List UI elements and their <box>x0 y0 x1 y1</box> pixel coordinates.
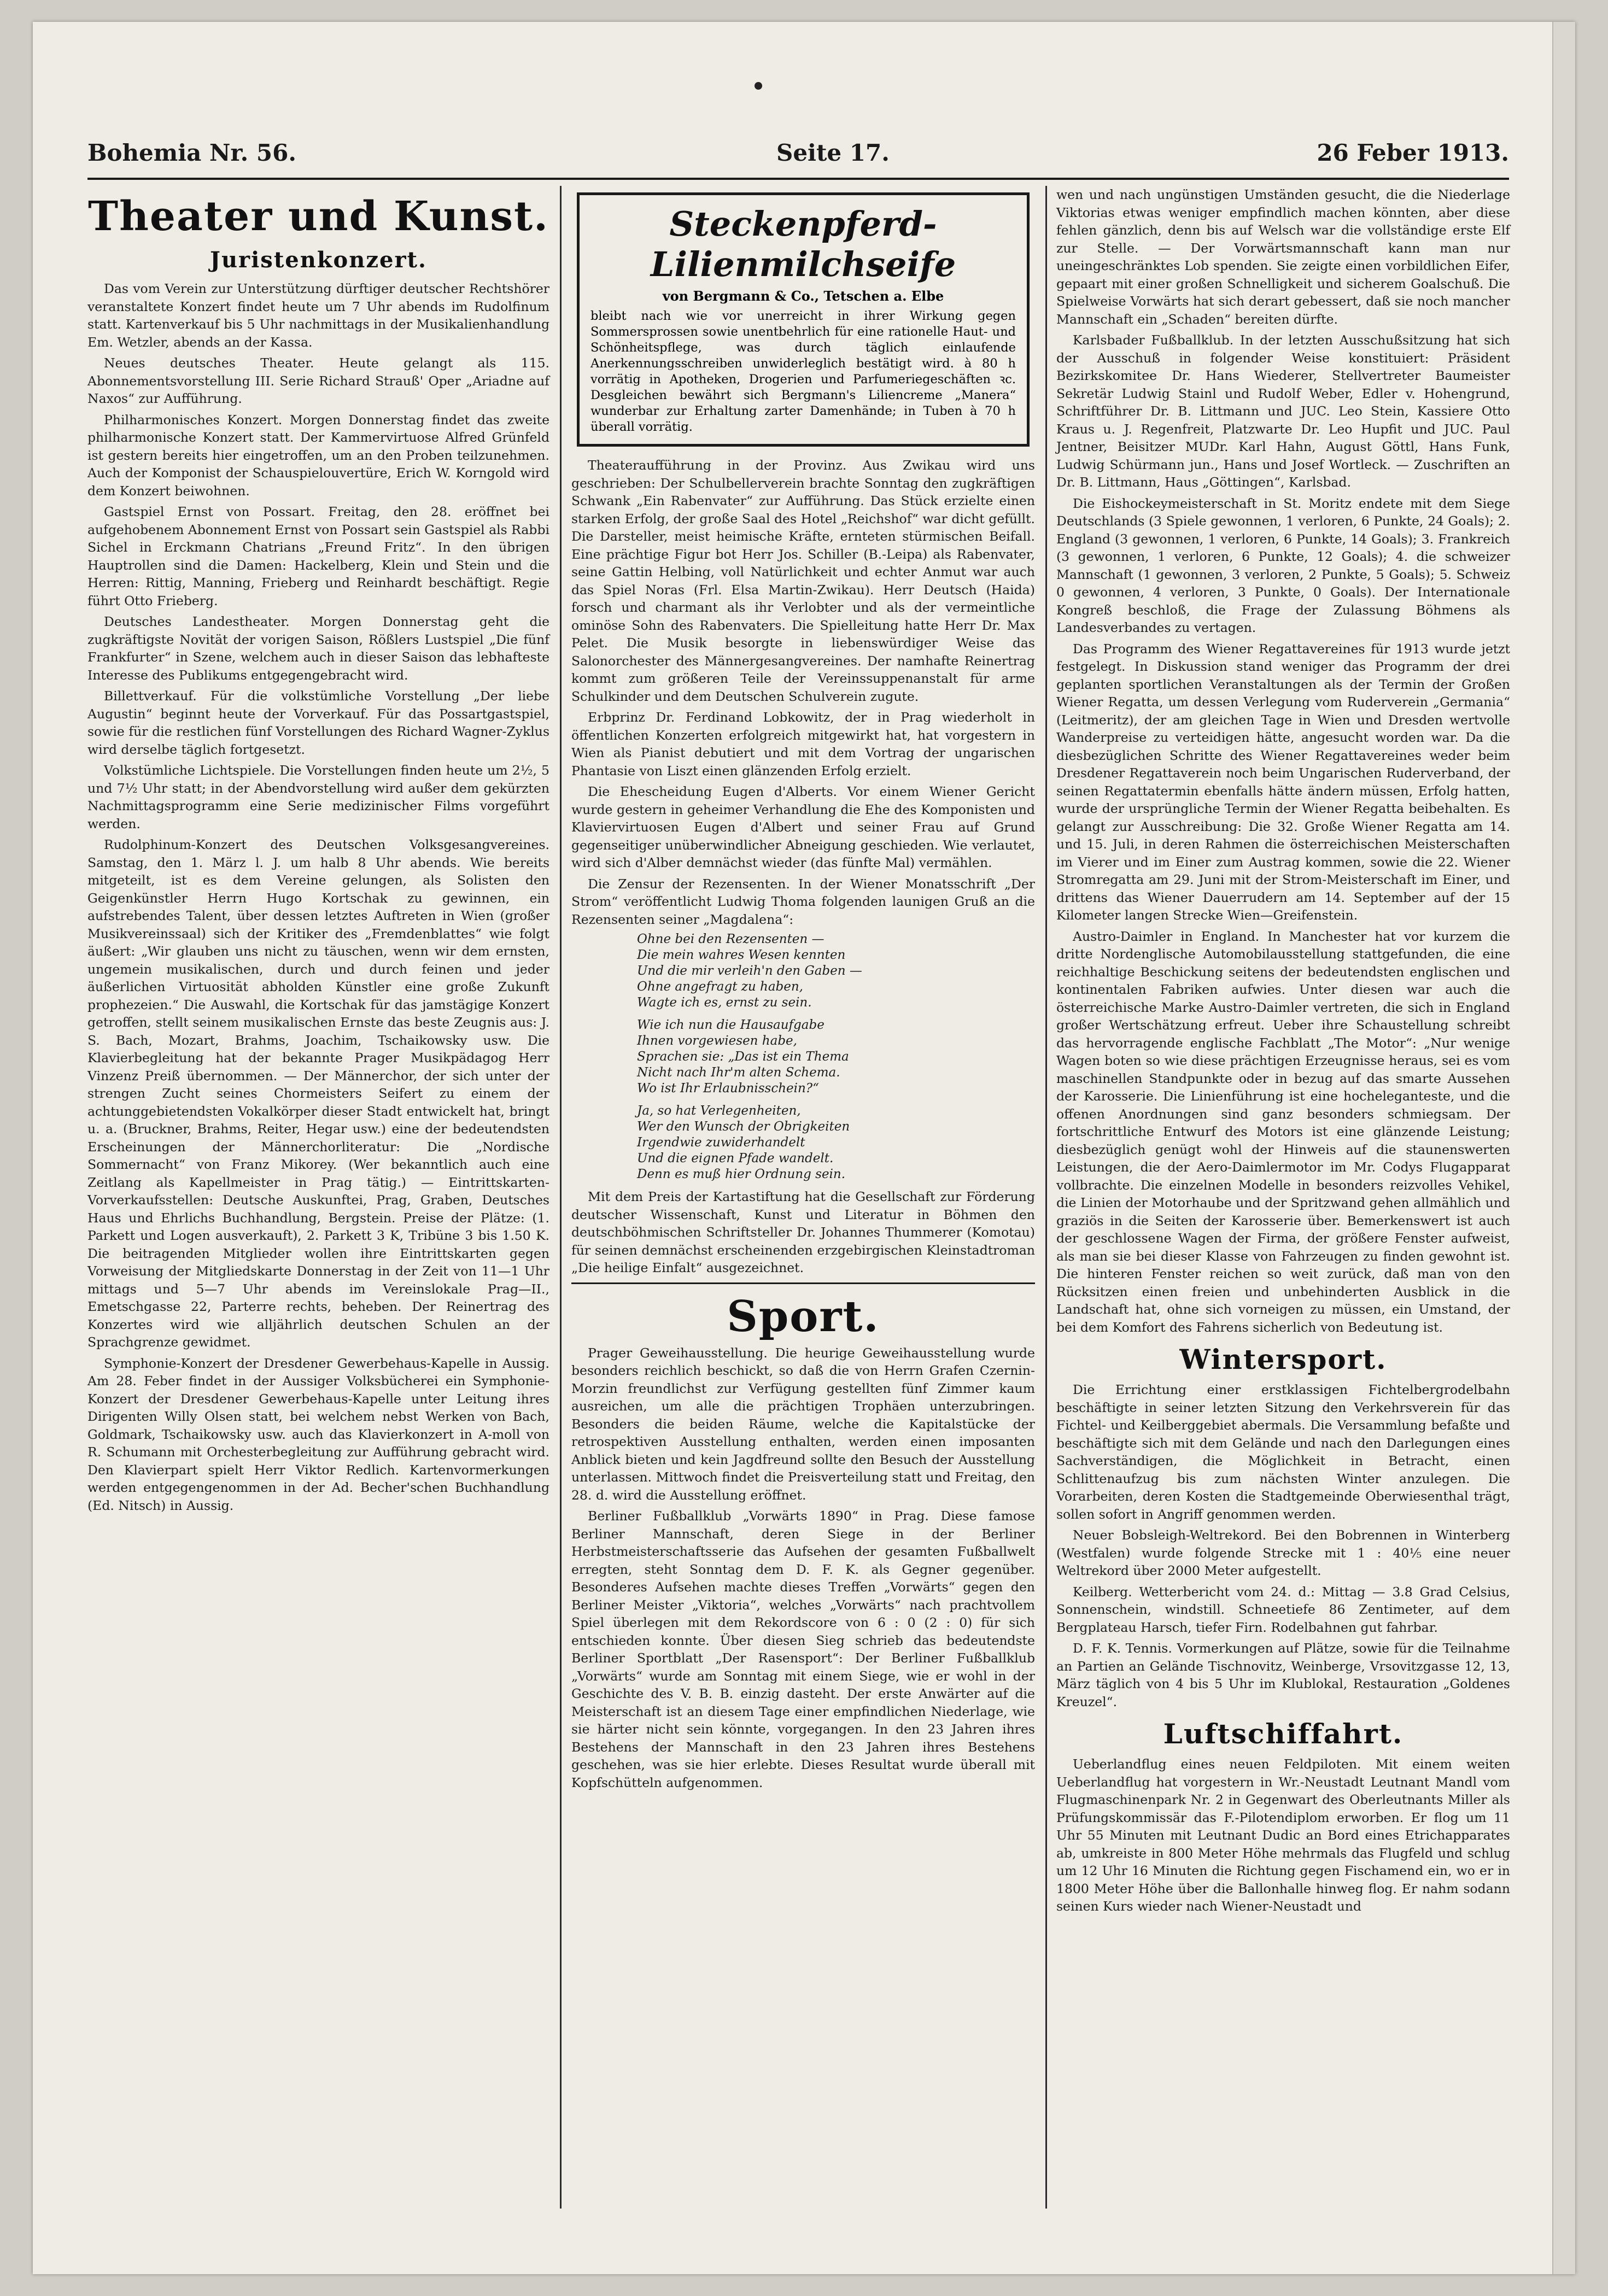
article-paragraph: Die Eishockeymeisterschaft in St. Moritz endete mit dem Siege Deutschlands (3 Spiele gewonnen, 1 verloren, 6 Punkte, 24 Goals); 2. England (3 gewonnen, 1 verloren, 6 Punkte, 14 Goals); 3. Frankreich (3 gewonnen, 1 verloren, 6 Punkte, 12 Goals); 4. die schweizer Mannschaft (1 gewonnen, 3 verloren, 2 Punkte, 5 Goals); 5. Schweiz 0 gewonnen, 4 verloren, 3 Punkte, 0 Goals). Der Internationale Kongreß beschloß, die Frage der Zulassung Böhmens als Landesverbandes zu vertagen. <box>1056 495 1510 635</box>
article-paragraph: Die Zensur der Rezensenten. In der Wiener Monatsschrift „Der Strom“ veröffentlicht Ludwig Thoma folgenden launigen Gruß an die Rezensenten seiner „Magdalena“: <box>571 876 1035 927</box>
column-rule-2 <box>1045 186 1047 2209</box>
page-header <box>87 139 1509 172</box>
article-paragraph: Erbprinz Dr. Ferdinand Lobkowitz, der in Prag wiederholt in öffentlichen Konzerten erfolgreich mitgewirkt hat, hat vorgestern in Wien als Pianist debutiert und mit dem Vortrag der ungarischen Phantasie von Liszt einen glänzenden Erfolg erzielt. <box>571 710 1035 778</box>
article-paragraph: Die Errichtung einer erstklassigen Fichtelbergrodelbahn beschäftigte in seiner letzten Sitzung den Verkehrsverein für das Fichtel- und Keilberggebiet abermals. Die Versammlung befaßte und beschäftigte sich mit dem Gelände und nach den Darlegungen eines Sachverständigen, die Möglichkeit in Betracht, einen Schlittenaufzug bis zum nächsten Winter anzulegen. Die Vorarbeiten, deren Kosten die Stadtgemeinde Oberwiesenthal trägt, sollen sofort in Angriff genommen werden. <box>1056 1382 1510 1522</box>
article-paragraph: Das Programm des Wiener Regattavereines für 1913 wurde jetzt festgelegt. In Diskussion stand weniger das Programm der drei geplanten sportlichen Veranstaltungen als der Termin der Großen Wiener Regatta, um dessen Verlegung vom Ruderverein „Germania“ (Leitmeritz), der am gleichen Tage in Wien und Dresden wertvolle Wanderpreise zu verteidigen hätte, angesucht worden war. Da die diesbezüglichen Schritte des Wiener Regattavereines weder beim Dresdener Regattaverein noch beim Ungarischen Ruderverband, der seinen Regattatermin ebenfalls hätte ändern müssen, Erfolg hatten, wurde der ursprüngliche Termin der Wiener Regatta beibehalten. Es gelangt zur Ausschreibung: Die 32. Große Wiener Regatta am 14. und 15. Juli, in deren Rahmen die österreichischen Meisterschaften im Vierer und im Einer zum Austrag kommen, sowie die 22. Wiener Stromregatta am 29. Juni mit der Strom-Meisterschaft im Einer, und drittens das Wiener Dauerrudern am 14. September auf der 15 Kilometer langen Strecke Wien—Greifenstein. <box>1056 641 1510 923</box>
header-left: Bohemia Nr. 56. <box>87 139 296 166</box>
column-2 <box>571 186 1035 1795</box>
article-paragraph: Karlsbader Fußballklub. In der letzten Ausschußsitzung hat sich der Ausschuß in folgender Weise konstituiert: Präsident Bezirkskomitee Dr. Hans Wiederer, Stellvertreter Baumeister Sekretär Ludwig Stainl und Rudolf Weber, Edler v. Hohengrund, Schriftführer Dr. B. Littmann und JUC. Leo Stein, Kassiere Otto Kraus u. J. Regenfreit, Platzwarte Dr. Leo Hupfit und JUC. Paul Jentner, Beisitzer MUDr. Karl Hahn, August Göttl, Hans Funk, Ludwig Schürmann jun., Hans und Josef Wortleck. — Zuschriften an Dr. B. Littmann, Haus „Göttingen“, Karlsbad. <box>1056 332 1510 490</box>
article-paragraph: D. F. K. Tennis. Vormerkungen auf Plätze, sowie für die Teilnahme an Partien an Gelände Tischnovitz, Weinberge, Vrsovitzgasse 12, 13, März täglich von 4 bis 5 Uhr im Klublokal, Restauration „Goldenes Kreuzel“. <box>1056 1641 1510 1709</box>
article-paragraph: Das vom Verein zur Unterstützung dürftiger deutscher Rechtshörer veranstaltete Konzert findet heute um 7 Uhr abends im Rudolfinum statt. Kartenverkauf bis 5 Uhr nachmittags in der Musikalienhandlung Em. Wetzler, abends an der Kassa. <box>87 281 549 350</box>
article-paragraph: Theateraufführung in der Provinz. Aus Zwikau wird uns geschrieben: Der Schulbellerverein brachte Sonntag den zugkräftigen Schwank „Ein Rabenvater“ zur Aufführung. Das Stück erzielte einen starken Erfolg, der große Saal des Hotel „Reichshof“ war dicht gefüllt. Die Darsteller, meist heimische Kräfte, ernteten stürmischen Beifall. Eine prächtige Figur bot Herr Jos. Schiller (B.-Leipa) als Rabenvater, seine Gattin Helbing, voll Natürlichkeit und echter Anmut war auch das Spiel Noras (Frl. Elsa Martin-Zwikau). Herr Deutsch (Haida) forsch und charmant als ihr Verlobter und als der vermeintliche ominöse Sohn des Rabenvaters. Die Spielleitung hatte Herr Dr. Max Pelet. Die Musik besorgte in liebenswürdiger Weise das Salonorchester des Männergesangvereines. Der namhafte Reinertrag kommt zum größeren Teile der Vereinssuppenanstalt für arme Schulkinder und dem Deutschen Schulverein zugute. <box>571 458 1035 704</box>
article-paragraph: Symphonie-Konzert der Dresdener Gewerbehaus-Kapelle in Aussig. Am 28. Feber findet in der Aussiger Volksbücherei ein Symphonie-Konzert der Dresdener Gewerbehaus-Kapelle unter Leitung ihres Dirigenten Willy Olsen statt, bei welchem nebst Werken von Bach, Goldmark, Tschaikowsky usw. auch das Klavierkonzert in A-moll von R. Schumann mit Orchesterbegleitung zur Aufführung gebracht wird. Den Klavierpart spielt Herr Viktor Redlich. Kartenvormerkungen werden entgegengenommen in der Ad. Becher'schen Buchhandlung (Ed. Nitsch) in Aussig. <box>87 1355 549 1513</box>
ad-subtitle: von Bergmann & Co., Tetschen a. Elbe <box>662 288 944 304</box>
poem-line: Irgendwie zuwiderhandelt <box>637 1135 805 1150</box>
ad-title: Steckenpferd-Lilienmilchseife <box>650 204 956 284</box>
column-rule-1 <box>560 186 562 2209</box>
poem-line: Wie ich nun die Hausaufgabe <box>637 1018 825 1032</box>
article-paragraph: Deutsches Landestheater. Morgen Donnerstag geht die zugkräftigste Novität der vorigen Saison, Rößlers Lustspiel „Die fünf Frankfurter“ in Szene, welchem auch in dieser Saison das lebhafteste Interesse des Publikums entgegengebracht wird. <box>87 614 549 683</box>
poem-line: Ihnen vorgewiesen habe, <box>637 1034 797 1048</box>
section-title-sport: Sport. <box>727 1291 880 1342</box>
poem-stanza-gap <box>637 1097 1035 1103</box>
ad-body: bleibt nach wie vor unerreicht in ihrer Wirkung gegen Sommersprossen sowie unentbehrlich für eine rationelle Haut- und Schönheitspflege, was durch täglich einlaufende Anerkennungsschreiben unwiderleglich bestätigt wird. à 80 h vorrätig in Apotheken, Drogerien und Parfumeriegeschäften ꝛc. Desgleichen bewährt sich Bergmann's Liliencreme „Manera“ wunderbar zur Erhaltung zarter Damenhände; in Tuben à 70 h überall vorrätig. <box>590 309 1016 434</box>
article-paragraph: Die Ehescheidung Eugen d'Alberts. Vor einem Wiener Gericht wurde gestern in geheimer Verhandlung die Ehe des Komponisten und Klaviervirtuosen Eugen d'Albert und seiner Frau auf Grund gegenseitiger unüberwindlicher Abneigung geschieden. Wie verlautet, wird sich d'Alber demnächst wieder (das fünfte Mal) vermählen. <box>571 784 1035 870</box>
poem-line: Und die mir verleih'n den Gaben — <box>637 964 862 978</box>
poem <box>637 932 1035 1182</box>
article-paragraph: Austro-Daimler in England. In Manchester hat vor kurzem die dritte Nordenglische Automobilausstellung stattgefunden, die eine reichhaltige Beschickung seitens der bedeutendsten englischen und kontinentalen Fabriken aufwies. Unter diesen war auch die österreichische Marke Austro-Daimler vertreten, die sich in England großer Wertschätzung erfreut. Ueber ihre Schaustellung schreibt das hervorragende englische Fachblatt „The Motor“: „Nur wenige Wagen boten so wie diese prächtigen Erzeugnisse heraus, sei es vom maschinellen Standpunkte oder in bezug auf das smarte Aussehen der Karosserie. Die Linienführung ist eine hocheleganteste, und die offenen Anordnungen sind ganz besonders schmiegsam. Der fortschrittliche Entwurf des Motors ist eine glänzende Leistung; diesbezüglich genügt wohl der Hinweis auf die staunenswerten Leistungen, die der Aero-Daimlermotor im Mr. Codys Flugapparat vollbrachte. Die einzelnen Modelle in besonders reizvolles Vehikel, die Linien der Motorhaube und der Spritzwand gehen allmählich und graziös in die Seiten der Karosserie über. Bemerkenswert ist auch der geschlossene Wagen der Firma, der größere Fenster aufweist, als man sie bei dieser Klasse von Fahrzeugen zu finden gewohnt ist. Die hinteren Fenster reichen so weit zurück, daß man von den Rücksitzen einen freien und unbehinderten Ausblick in die Landschaft hat, ohne sich vorneigen zu müssen, ein Umstand, der bei dem Komfort des Fahrens sicherlich von Bedeutung ist. <box>1056 928 1510 1335</box>
article-paragraph: Philharmonisches Konzert. Morgen Donnerstag findet das zweite philharmonische Konzert statt. Der Kammervirtuose Alfred Grünfeld ist gestern bereits hier eingetroffen, um an den Proben teilzunehmen. Auch der Komponist der Schauspielouvertüre, Erich W. Korngold wird dem Konzert beiwohnen. <box>87 412 549 499</box>
article-heading: Juristenkonzert. <box>210 247 427 273</box>
article-paragraph: Mit dem Preis der Kartastiftung hat die Gesellschaft zur Förderung deutscher Wissenschaft, Kunst und Literatur in Böhmen den deutschböhmischen Schriftsteller Dr. Johannes Thummerer (Komotau) für seinen demnächst erscheinenden erzgebirgischen Kleinstadtroman „Die heilige Einfalt“ ausgezeichnet. <box>571 1189 1035 1275</box>
article-paragraph: Gastspiel Ernst von Possart. Freitag, den 28. eröffnet bei aufgehobenem Abonnement Ernst von Possart sein Gastspiel als Rabbi Sichel in Erckmann Chatrians „Freund Fritz“. In den übrigen Hauptrollen sind die Damen: Hackelberg, Klein und Stein und die Herren: Rittig, Manning, Frieberg und Reinhardt beschäftigt. Regie führt Otto Frieberg. <box>87 504 550 608</box>
poem-stanza-gap <box>637 1011 1035 1017</box>
section-rule <box>571 1282 1035 1284</box>
article-paragraph: Keilberg. Wetterbericht vom 24. d.: Mittag — 3.8 Grad Celsius, Sonnenschein, windstill. Schneetiefe 86 Zentimeter, auf dem Bergplateau Harsch, tiefer Firn. Rodelbahnen gut fahrbar. <box>1056 1584 1510 1635</box>
poem-line: Die mein wahres Wesen kennten <box>637 948 846 962</box>
column-3 <box>1056 186 1510 1919</box>
section-title-wintersport: Wintersport. <box>1179 1343 1387 1375</box>
poem-line: Denn es muß hier Ordnung sein. <box>637 1167 846 1181</box>
newspaper-page <box>33 22 1575 2274</box>
poem-line: Sprachen sie: „Das ist ein Thema <box>637 1050 849 1064</box>
article-paragraph: Rudolphinum-Konzert des Deutschen Volksgesangvereines. Samstag, den 1. März l. J. um halb 8 Uhr abends. Wie bereits mitgeteilt, ist es dem Vereine gelungen, als Solisten den Geigenkünstler Herrn Hugo Kortschak zu gewinnen, ein aufstrebendes Talent, über dessen letztes Auftreten in Wien (großer Musikvereinssaal) sich der Kritiker des „Fremdenblattes“ wie folgt äußert: „Wir glauben uns nicht zu täuschen, wenn wir dem ernsten, ungemein musikalischen, durch und durch feinen und jeder äußerlichen Virtuosität abholden Künstler eine große Zukunft prophezeien.“ Die Auswahl, die Kortschak für das jamstägige Konzert getroffen, stellt seinem musikalischen Ernste das beste Zeugnis aus: J. S. Bach, Mozart, Brahms, Joachim, Tschaikowsky usw. Die Klavierbegleitung hat der bekannte Prager Musikpädagog Herr Vinzenz Preiß übernommen. — Der Männerchor, der sich unter der strengen Zucht seines Chormeisters Seifert zu einem der achtunggebietendsten Vokalkörper dieser Stadt entwickelt hat, bringt u. a. (Bruckner, Brahms, Reiter, Hegar usw.) eine der bedeutendsten Erscheinungen der Männerchorliteratur: Die „Nordische Sommernacht“ von Franz Mikorey. (Wer bekanntlich auch eine Zeitlang als Kapellmeister in Prag tätig.) — Eintrittskarten-Vorverkaufsstellen: Deutsche Auskunftei, Prag, Graben, Deutsches Haus und Ehrlichs Buchhandlung, Bergstein. Preise der Plätze: (1. Parkett und Logen ausverkauft), 2. Parkett 3 K, Tribüne 3 bis 1.50 K. Die beitragenden Mitglieder wollen ihre Eintrittskarten gegen Vorweisung der Mitgliedskarte Donnerstag in der Zeit von 11—1 Uhr mittags und 5—7 Uhr abends im Vereinslokale Prag—II., Emetschgasse 22, Parterre rechts, beheben. Der Reinertrag des Konzertes wird wie alljährlich deutschen Schulen an der Sprachgrenze gewidmet. <box>87 837 549 1350</box>
section-title-theater: Theater und Kunst. <box>88 193 549 240</box>
poem-line: Wer den Wunsch der Obrigkeiten <box>637 1120 850 1134</box>
article-paragraph: Prager Geweihausstellung. Die heurige Geweihausstellung wurde besonders reichlich beschickt, so daß die von Herrn Grafen Czernin-Morzin freundlichst zur Verfügung gestellten fünf Zimmer kaum ausreichen, um alle die prächtigen Trophäen unterzubringen. Besonders die beiden Räume, welche die Kapitalstücke der retrospektiven Ausstellung enthalten, werden einen imposanten Anblick bieten und kein Jagdfreund sollte den Besuch der Ausstellung unterlassen. Mittwoch findet die Preisverteilung statt und Freitag, den 28. d. wird die Ausstellung eröffnet. <box>571 1345 1035 1503</box>
poem-line: Und die eignen Pfade wandelt. <box>637 1151 834 1165</box>
article-paragraph: Neuer Bobsleigh-Weltrekord. Bei den Bobrennen in Winterberg (Westfalen) wurde folgende Strecke mit 1 : 40⅕ eine neuer Weltrekord über 2000 Meter aufgestellt. <box>1056 1527 1510 1578</box>
column-1 <box>87 186 549 1518</box>
header-rule <box>87 178 1509 180</box>
advertisement-box <box>577 192 1030 447</box>
article-paragraph: Berliner Fußballklub „Vorwärts 1890“ in Prag. Diese famose Berliner Mannschaft, deren Siege in der Berliner Herbstmeisterschaftsserie das Aufsehen der gesamten Fußballwelt erregten, steht Sonntag dem D. F. K. als Gegner gegenüber. Besonderes Aufsehen machte dieses Treffen „Vorwärts“ gegen den Berliner Meister „Viktoria“, welches „Vorwärts“ nach prachtvollem Spiel überlegen mit dem Rekordscore von 6 : 0 (2 : 0) für sich entschieden konnte. Über diesen Sieg schrieb das bedeutendste Berliner Sportblatt „Der Rasensport“: Der Berliner Fußballklub „Vorwärts“ wurde am Sonntag mit einem Siege, wie er wohl in der Geschichte des V. B. B. einzig dasteht. Der erste Anwärter auf die Meisterschaft ist an diesem Tage einer empfindlichen Niederlage, wie sie härter nicht sein könnte, vorgegangen. In den 23 Jahren ihres Bestehens der Mannschaft in den 23 Jahren ihres Bestehens geschehen, was sie hier erlebte. Dieses Resultat wurde überall mit Kopfschütteln aufgenommen. <box>571 1508 1035 1790</box>
article-paragraph: Ueberlandflug eines neuen Feldpiloten. Mit einem weiten Ueberlandflug hat vorgestern in Wr.-Neustadt Leutnant Mandl vom Flugmaschinenpark Nr. 2 in Gegenwart des Oberleutnants Miller als Prüfungskommissär das F.-Pilotendiplom erworben. Er flog um 11 Uhr 55 Minuten mit Leutnant Dudic an Bord eines Etrichapparates ab, umkreiste in 800 Meter Höhe mehrmals das Flugfeld und schlug um 12 Uhr 16 Minuten die Richtung gegen Fischamend ein, wo er in 1800 Meter Höhe über die Ballonhalle hinweg flog. Er nahm sodann seinen Kurs wieder nach Wiener-Neustadt und <box>1056 1756 1510 1914</box>
poem-line: Nicht nach Ihr'm alten Schema. <box>637 1065 840 1080</box>
poem-line: Ohne angefragt zu haben, <box>637 980 803 994</box>
article-paragraph: Neues deutsches Theater. Heute gelangt als 115. Abonnementsvorstellung III. Serie Richard Strauß' Oper „Ariadne auf Naxos“ zur Aufführung. <box>87 355 549 406</box>
header-center: Seite 17. <box>776 139 890 166</box>
poem-line: Ohne bei den Rezensenten — <box>637 932 825 946</box>
article-paragraph: Billettverkauf. Für die volkstümliche Vorstellung „Der liebe Augustin“ beginnt heute der Vorverkauf. Für das Possartgastspiel, sowie für die restlichen fünf Vorstellungen des Richard Wagner-Zyklus wird derselbe täglich fortgesetzt. <box>87 688 549 757</box>
section-title-luftschiffahrt: Luftschiffahrt. <box>1163 1718 1404 1750</box>
ink-dot <box>755 82 762 90</box>
header-right: 26 Feber 1913. <box>1317 139 1509 166</box>
poem-line: Wo ist Ihr Erlaubnisschein?“ <box>637 1081 819 1096</box>
article-paragraph: Volkstümliche Lichtspiele. Die Vorstellungen finden heute um 2½, 5 und 7½ Uhr statt; in der Abendvorstellung wird außer dem gekürzten Nachmittagsprogramm eine Serie medizinischer Films vorgeführt werden. <box>87 763 549 831</box>
page-edge <box>1552 22 1575 2274</box>
article-paragraph: wen und nach ungünstigen Umständen gesucht, die die Niederlage Viktorias etwas weniger empfindlich machen könnten, aber diese fehlen gänzlich, denn bis auf Welsch war die vollständige erste Elf zur Stelle. — Der Vorwärtsmannschaft kann man nur uneingeschränktes Lob spenden. Sie zeigte einen vorbildlichen Eifer, gepaart mit einer großen Schnelligkeit und sicherem Goalschuß. Die Spielweise Vorwärts hat sich derart gebessert, daß sie noch mancher Mannschaft ein „Schaden“ bereiten dürfte. <box>1056 187 1510 327</box>
poem-line: Ja, so hat Verlegenheiten, <box>637 1104 801 1118</box>
poem-line: Wagte ich es, ernst zu sein. <box>637 995 812 1010</box>
